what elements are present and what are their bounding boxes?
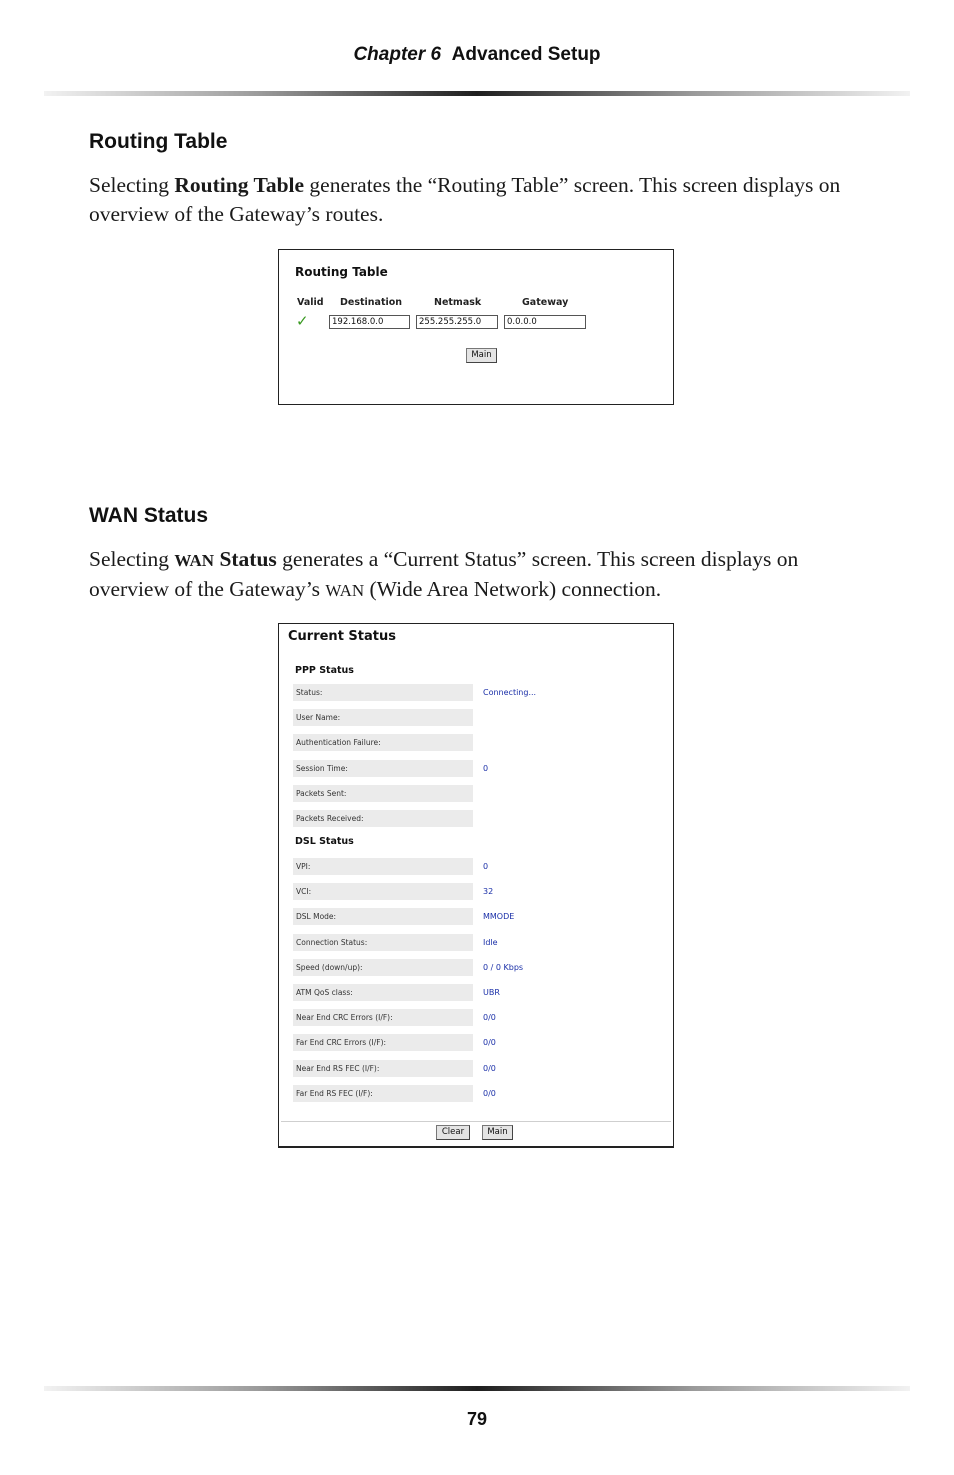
row-value: 0/0 xyxy=(483,1013,496,1022)
column-header-netmask: Netmask xyxy=(434,297,482,308)
authentication-failure-row xyxy=(293,734,674,751)
ppp-status-heading: PPP Status xyxy=(295,665,354,676)
row-label: DSL Mode: xyxy=(293,908,473,925)
row-label: VCI: xyxy=(293,883,473,900)
row-label: VPI: xyxy=(293,858,473,875)
paragraph-bold-text: Routing Table xyxy=(174,173,305,197)
row-label: Near End RS FEC (I/F): xyxy=(293,1060,473,1077)
page-number: 79 xyxy=(466,1409,488,1429)
row-value: 0/0 xyxy=(483,1038,496,1047)
near-end-rs-fec-row xyxy=(293,1060,674,1077)
atm-qos-class-row xyxy=(293,984,674,1001)
paragraph-text: (Wide Area Network) connection. xyxy=(364,577,662,601)
row-label: Packets Sent: xyxy=(293,785,473,802)
paragraph-text: Selecting xyxy=(89,547,175,571)
row-label: Session Time: xyxy=(293,760,473,777)
row-value: 0 xyxy=(483,764,489,773)
column-header-destination: Destination xyxy=(340,297,403,308)
row-label: Authentication Failure: xyxy=(293,734,473,751)
destination-field[interactable]: 192.168.0.0 xyxy=(329,315,410,329)
chapter-number: Chapter 6 xyxy=(353,44,442,65)
netmask-field[interactable]: 255.255.255.0 xyxy=(416,315,498,329)
row-label: User Name: xyxy=(293,709,473,726)
vci-row xyxy=(293,883,674,900)
vpi-row xyxy=(293,858,674,875)
column-header-gateway: Gateway xyxy=(522,297,569,308)
dsl-status-heading: DSL Status xyxy=(295,836,354,847)
paragraph-text: generates a “Current Status” screen. This screen displays on overview of the Gateway’s xyxy=(89,547,799,601)
header-rule xyxy=(44,91,910,96)
near-end-crc-errors-row xyxy=(293,1009,674,1026)
row-label: ATM QoS class: xyxy=(293,984,473,1001)
user-name-row xyxy=(293,709,674,726)
row-value: MMODE xyxy=(483,912,515,921)
footer-rule xyxy=(44,1386,910,1391)
row-value: Connecting... xyxy=(483,688,537,697)
row-value: 0 / 0 Kbps xyxy=(483,963,524,972)
main-button[interactable]: Main xyxy=(466,348,497,363)
routing-table-screenshot xyxy=(278,249,674,405)
packets-sent-row xyxy=(293,785,674,802)
row-label: Status: xyxy=(293,684,473,701)
row-label: Packets Received: xyxy=(293,810,473,827)
wan-status-heading: WAN Status xyxy=(89,504,209,527)
paragraph-text: Selecting xyxy=(89,173,175,197)
paragraph-bold-smallcaps: WAN xyxy=(174,551,215,570)
row-label: Speed (down/up): xyxy=(293,959,473,976)
clear-button[interactable]: Clear xyxy=(436,1125,470,1140)
paragraph-smallcaps: WAN xyxy=(325,581,365,600)
row-label: Connection Status: xyxy=(293,934,473,951)
chapter-header xyxy=(0,44,954,66)
gateway-field[interactable]: 0.0.0.0 xyxy=(504,315,586,329)
row-value: UBR xyxy=(483,988,500,997)
current-status-screenshot xyxy=(278,623,674,1148)
dsl-mode-row xyxy=(293,908,674,925)
routing-table-paragraph xyxy=(89,171,869,229)
paragraph-bold-text: Status xyxy=(214,547,277,571)
screen-divider xyxy=(281,1121,671,1122)
chapter-title: Advanced Setup xyxy=(451,44,601,65)
paragraph-text: generates the “Routing Table” screen. This screen displays on overview of the Gateway’s routes. xyxy=(89,173,841,226)
far-end-crc-errors-row xyxy=(293,1034,674,1051)
row-label: Near End CRC Errors (I/F): xyxy=(293,1009,473,1026)
far-end-rs-fec-row xyxy=(293,1085,674,1102)
row-value: 0/0 xyxy=(483,1064,496,1073)
routing-table-screen-title: Routing Table xyxy=(295,265,388,279)
valid-check-icon: ✓ xyxy=(296,312,309,330)
routing-table-heading: Routing Table xyxy=(89,130,228,153)
packets-received-row xyxy=(293,810,674,827)
connection-status-row xyxy=(293,934,674,951)
status-row xyxy=(293,684,674,701)
row-value: 32 xyxy=(483,887,494,896)
session-time-row xyxy=(293,760,674,777)
row-value: 0/0 xyxy=(483,1089,496,1098)
column-header-valid: Valid xyxy=(297,297,324,308)
speed-row xyxy=(293,959,674,976)
current-status-screen-title: Current Status xyxy=(288,629,396,644)
wan-status-paragraph xyxy=(89,545,869,605)
row-label: Far End CRC Errors (I/F): xyxy=(293,1034,473,1051)
row-value: 0 xyxy=(483,862,489,871)
main-button[interactable]: Main xyxy=(482,1125,513,1140)
row-value: Idle xyxy=(483,938,498,947)
row-label: Far End RS FEC (I/F): xyxy=(293,1085,473,1102)
